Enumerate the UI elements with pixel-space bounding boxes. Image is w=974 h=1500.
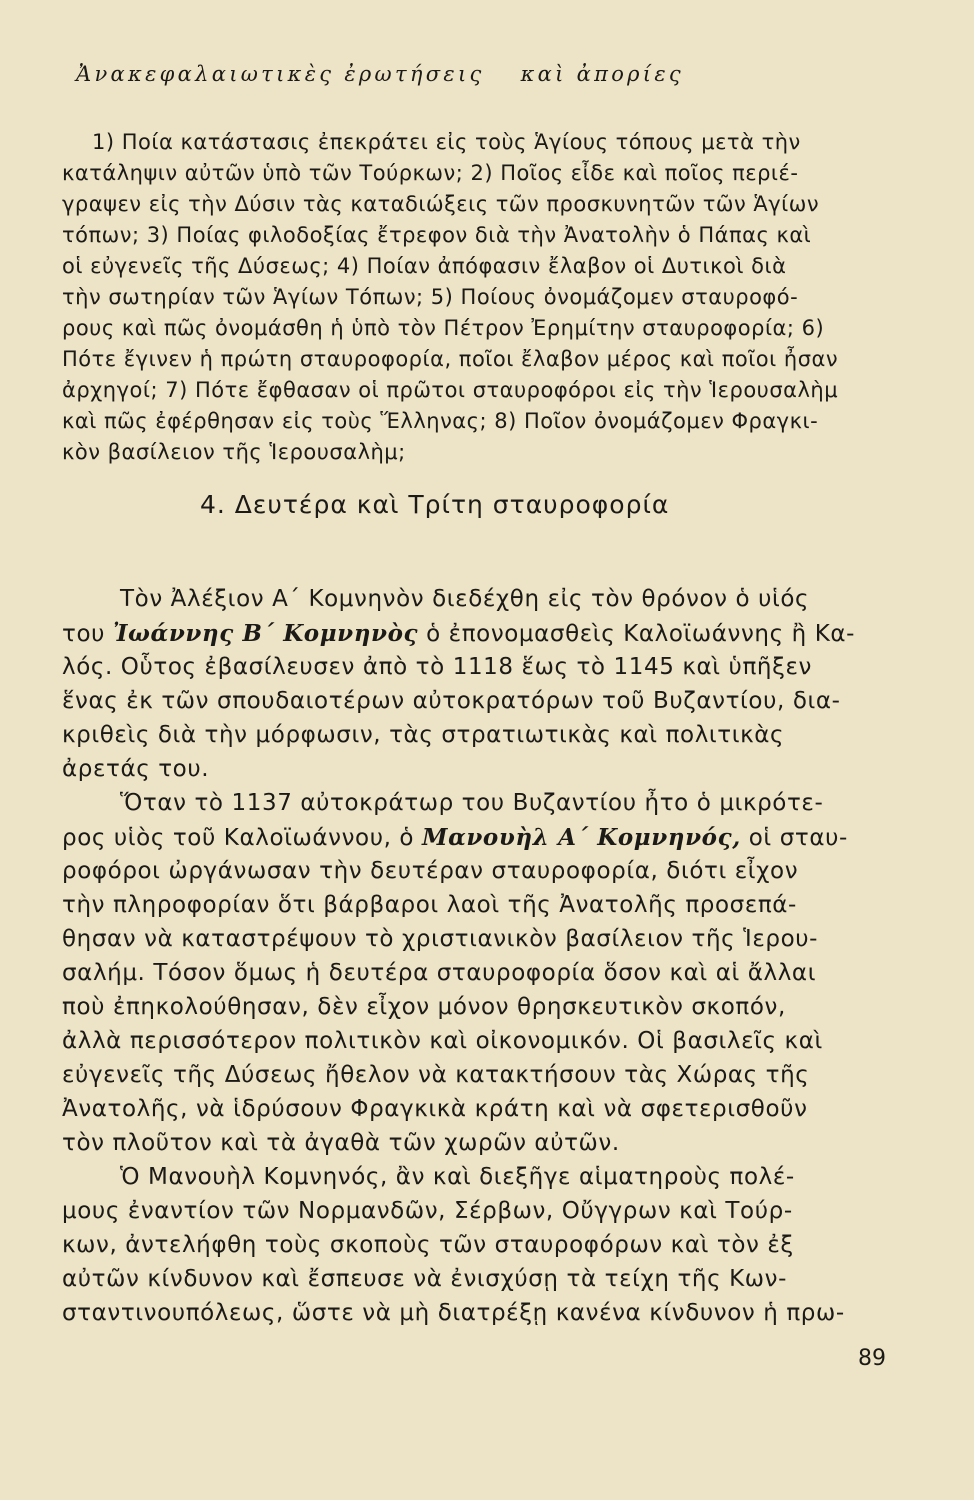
body-line: τὸν πλοῦτον καὶ τὰ ἀγαθὰ τῶν χωρῶν αὐτῶν. — [62, 1130, 620, 1156]
body-line: αὐτῶν κίνδυνον καὶ ἔσπευσε νὰ ἐνισχύσῃ τὰ τείχη τῆς Κων- — [62, 1266, 788, 1292]
emphasized-name: Ἰωάννης Β΄ Κομνηνὸς — [112, 620, 419, 647]
body-line: σαλήμ. Τόσον ὅμως ἡ δευτέρα σταυροφορία ὅσον καὶ αἱ ἄλλαι — [62, 960, 817, 986]
question-line: 1) Ποία κατάστασις ἐπεκράτει εἰς τοὺς Ἁγίους τόπους μετὰ τὴν — [92, 130, 801, 154]
question-line: τόπων; 3) Ποίας φιλοδοξίας ἔτρεφον διὰ τὴν Ἀνατολὴν ὁ Πάπας καὶ — [62, 223, 812, 247]
body-line: ἕνας ἐκ τῶν σπουδαιοτέρων αὐτοκρατόρων τοῦ Βυζαντίου, δια- — [62, 688, 841, 714]
body-line: τὴν πληροφορίαν ὅτι βάρβαροι λαοὶ τῆς Ἀνατολῆς προσεπά- — [62, 892, 797, 918]
running-head — [76, 62, 846, 86]
question-line: καὶ πῶς ἐφέρθησαν εἰς τοὺς Ἕλληνας; 8) Ποῖον ὀνομάζομεν Φραγκι- — [62, 409, 819, 433]
body-line: εὐγενεῖς τῆς Δύσεως ἤθελον νὰ κατακτήσουν τὰς Χώρας τῆς — [62, 1062, 810, 1088]
body-line: ποὺ ἐπηκολούθησαν, δὲν εἶχον μόνον θρησκευτικὸν σκοπόν, — [62, 994, 786, 1020]
body-line: ἀρετάς του. — [62, 756, 210, 782]
body-line: μους ἐναντίον τῶν Νορμανδῶν, Σέρβων, Οὔγγρων καὶ Τούρ- — [62, 1198, 793, 1224]
question-line: κὸν βασίλειον τῆς Ἱερουσαλὴμ; — [62, 440, 406, 464]
question-line: ρους καὶ πῶς ὀνομάσθη ἡ ὑπὸ τὸν Πέτρον Ἐρημίτην σταυροφορία; 6) — [62, 316, 825, 340]
question-line: κατάληψιν αὐτῶν ὑπὸ τῶν Τούρκων; 2) Ποῖος εἶδε καὶ ποῖος περιέ- — [62, 161, 799, 185]
question-line: γραψεν εἰς τὴν Δύσιν τὰς καταδιώξεις τῶν προσκυνητῶν τῶν Ἁγίων — [62, 192, 820, 216]
body-line: ρος υἱὸς τοῦ Καλοϊωάννου, ὁ Μανουὴλ Α΄ Κομνηνός, οἱ σταυ- — [62, 824, 848, 851]
body-line: Ὁ Μανουὴλ Κομνηνός, ἂν καὶ διεξῆγε αἱματηροὺς πολέ- — [120, 1164, 795, 1190]
question-line: οἱ εὐγενεῖς τῆς Δύσεως; 4) Ποίαν ἀπόφασιν ἔλαβον οἱ Δυτικοὶ διὰ — [62, 254, 787, 278]
body-line: σταντινουπόλεως, ὥστε νὰ μὴ διατρέξῃ κανένα κίνδυνον ἡ πρω- — [62, 1300, 845, 1326]
question-line: τὴν σωτηρίαν τῶν Ἁγίων Τόπων; 5) Ποίους ὀνομάζομεν σταυροφό- — [62, 285, 799, 309]
body-line: Τὸν Ἀλέξιον Α΄ Κομνηνὸν διεδέχθη εἰς τὸν θρόνον ὁ υἱός — [120, 586, 810, 612]
body-line: κων, ἀντελήφθη τοὺς σκοποὺς τῶν σταυροφόρων καὶ τὸν ἐξ — [62, 1232, 794, 1258]
body-line: κριθεὶς διὰ τὴν μόρφωσιν, τὰς στρατιωτικὰς καὶ πολιτικὰς — [62, 722, 785, 748]
page-number: 89 — [858, 1346, 886, 1371]
running-head-part-1: Ἀνακεφαλαιωτικὲς ἐρωτήσεις — [76, 62, 485, 86]
emphasized-name: Μανουὴλ Α΄ Κομνηνός, — [422, 824, 741, 851]
body-line: του Ἰωάννης Β΄ Κομνηνὸς ὁ ἐπονομασθεὶς Καλοϊωάννης ἢ Κα- — [62, 620, 856, 647]
section-title: 4. Δευτέρα καὶ Τρίτη σταυροφορία — [200, 490, 670, 519]
body-line: Ἀνατολῆς, νὰ ἱδρύσουν Φραγκικὰ κράτη καὶ νὰ σφετερισθοῦν — [62, 1096, 808, 1122]
question-line: ἀρχηγοί; 7) Πότε ἔφθασαν οἱ πρῶτοι σταυροφόροι εἰς τὴν Ἱερουσαλὴμ — [62, 378, 839, 402]
body-line: λός. Οὗτος ἐβασίλευσεν ἀπὸ τὸ 1118 ἕως τὸ 1145 καὶ ὑπῆξεν — [62, 654, 812, 680]
body-line: θησαν νὰ καταστρέψουν τὸ χριστιανικὸν βασίλειον τῆς Ἱερου- — [62, 926, 819, 952]
question-line: Πότε ἔγινεν ἡ πρώτη σταυροφορία, ποῖοι ἔλαβον μέρος καὶ ποῖοι ἦσαν — [62, 347, 839, 371]
running-head-part-2: καὶ ἀπορίες — [520, 62, 684, 86]
body-line: ροφόροι ὠργάνωσαν τὴν δευτέραν σταυροφορία, διότι εἶχον — [62, 858, 799, 884]
body-line: Ὅταν τὸ 1137 αὐτοκράτωρ του Βυζαντίου ἦτο ὁ μικρότε- — [120, 790, 824, 816]
body-line: ἀλλὰ περισσότερον πολιτικὸν καὶ οἰκονομικόν. Οἱ βασιλεῖς καὶ — [62, 1028, 823, 1054]
